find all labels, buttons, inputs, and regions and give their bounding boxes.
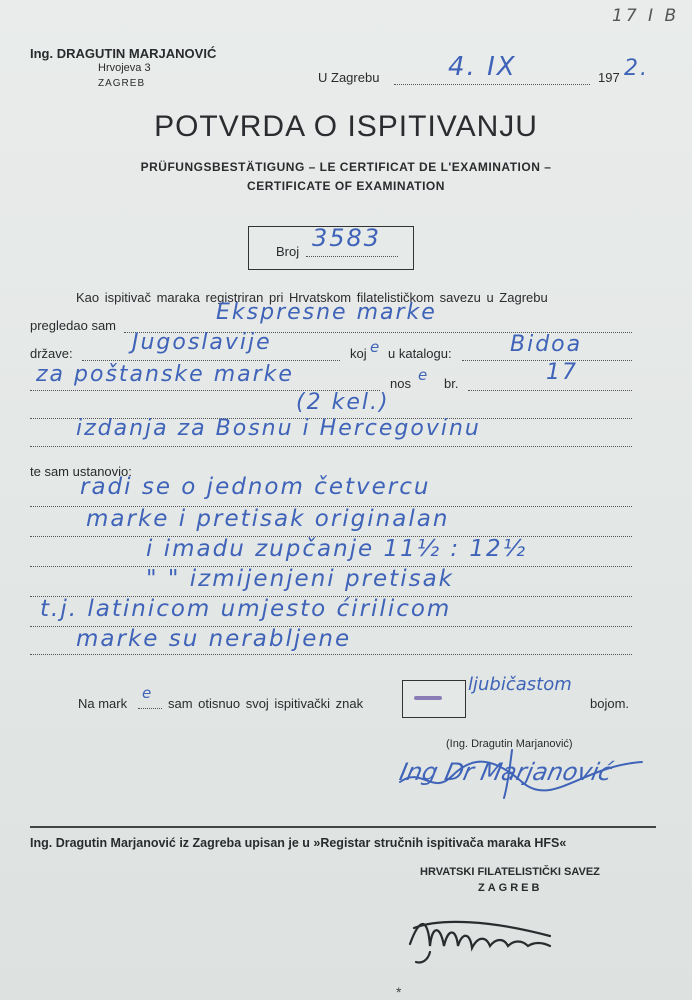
- stamp-suffix-dotted: [138, 708, 162, 709]
- subtitle-line-2: CERTIFICATE OF EXAMINATION: [247, 179, 445, 193]
- signature-handwritten: Ing Dr Marjanović: [397, 758, 615, 786]
- findings-label: te sam ustanovio:: [30, 464, 132, 479]
- findings-line: marke su nerabljene: [76, 626, 352, 652]
- org-name: HRVATSKI FILATELISTIČKI SAVEZ: [420, 866, 600, 878]
- country-label: države:: [30, 346, 73, 361]
- catalog-line2-value: za poštanske marke: [36, 362, 294, 387]
- federation-signature: [400, 906, 600, 966]
- corner-note: 17 I B: [612, 6, 680, 26]
- br-label: br.: [444, 376, 459, 391]
- br-value: 17: [546, 360, 578, 385]
- bottom-mark: *: [396, 984, 402, 1000]
- catalog-label-a: koj: [350, 346, 367, 361]
- findings-line: i imadu zupčanje 11½ : 12½: [146, 536, 527, 562]
- issuer-street: Hrvojeva 3: [98, 62, 151, 74]
- reviewed-label: pregledao sam: [30, 318, 116, 333]
- issuer-name: Ing. DRAGUTIN MARJANOVIĆ: [30, 46, 217, 61]
- issue-dotted-line: [30, 446, 632, 447]
- findings-line: radi se o jednom četvercu: [80, 474, 431, 500]
- examiner-mark-stamp: [414, 696, 442, 700]
- stamp-color-value: ljubičastom: [468, 674, 572, 695]
- br-dotted-line: [468, 390, 632, 391]
- footer-rule-top: [30, 826, 656, 828]
- catalog-value: Bidoa: [510, 332, 583, 357]
- stamp-label-c: bojom.: [590, 696, 630, 711]
- issue-value: izdanja za Bosnu i Hercegovinu: [76, 416, 481, 441]
- number-label: Broj: [276, 244, 300, 259]
- findings-dotted-line: [30, 654, 632, 655]
- date-dotted-line: [394, 84, 590, 85]
- country-dotted-line: [82, 360, 340, 361]
- date-handwritten: 4. IX: [448, 52, 517, 82]
- number-value: 3583: [312, 224, 382, 252]
- findings-line: t.j. latinicom umjesto ćirilicom: [40, 596, 452, 622]
- subtitle-line-1: PRÜFUNGSBESTÄTIGUNG – LE CERTIFICAT DE L'EXAMINATION –: [140, 160, 552, 174]
- nos-label: nos: [390, 376, 411, 391]
- nos-suffix: e: [418, 366, 428, 384]
- catalog-label-b: u katalogu:: [388, 346, 452, 361]
- document-title: POTVRDA O ISPITIVANJU: [154, 110, 538, 143]
- year-suffix: 2.: [624, 56, 649, 81]
- reviewed-value: Ekspresne marke: [216, 300, 437, 325]
- catalog-suffix: e: [370, 338, 380, 356]
- findings-line: marke i pretisak originalan: [86, 506, 450, 532]
- intro-text: Kao ispitivač maraka registriran pri Hrvatskom filatelističkom savezu u Zagrebu: [76, 290, 548, 305]
- signature-caption: (Ing. Dragutin Marjanović): [446, 738, 573, 750]
- number-dotted-line: [306, 256, 398, 257]
- year-prefix: 197: [598, 70, 620, 85]
- note-value: (2 kel.): [296, 390, 390, 415]
- stamp-suffix: e: [142, 684, 152, 702]
- signature-flourish: [392, 736, 652, 802]
- country-value: Jugoslavije: [132, 330, 272, 355]
- findings-line: " " izmijenjeni pretisak: [146, 566, 454, 592]
- org-city: ZAGREB: [478, 882, 543, 894]
- place-label: U Zagrebu: [318, 70, 380, 85]
- registry-text: Ing. Dragutin Marjanović iz Zagreba upisan je u »Registar stručnih ispitivača maraka HFS«: [30, 836, 567, 850]
- stamp-label-b: sam otisnuo svoj ispitivački znak: [168, 696, 364, 711]
- issuer-city: ZAGREB: [98, 78, 146, 89]
- stamp-label-a: Na mark: [78, 696, 128, 711]
